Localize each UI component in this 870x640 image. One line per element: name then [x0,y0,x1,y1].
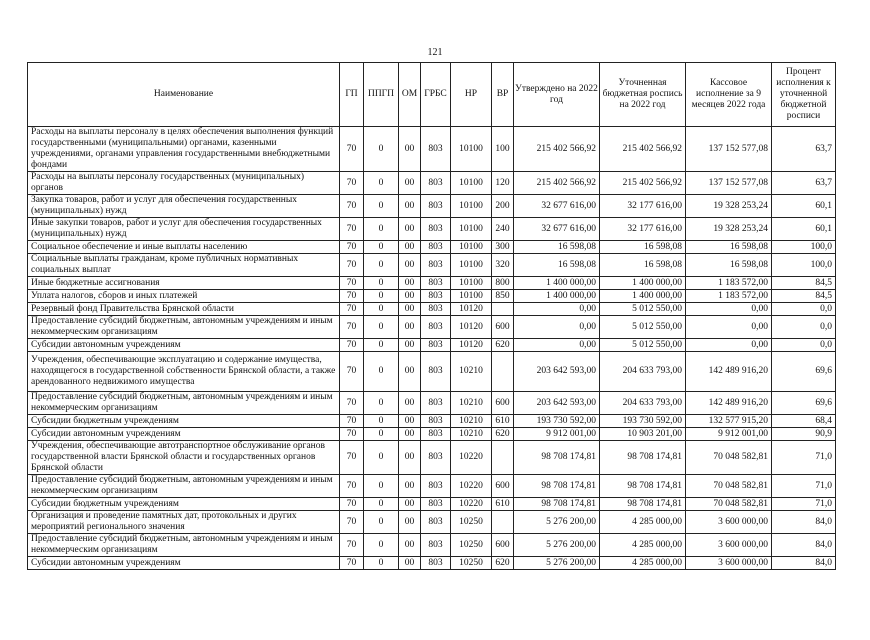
row-grbs: 803 [421,428,451,441]
row-gp: 70 [340,316,364,339]
row-ppgp: 0 [364,352,399,392]
row-approved: 0,00 [514,316,600,339]
row-approved: 98 708 174,81 [514,498,600,511]
row-percent: 63,7 [772,127,836,172]
row-om: 00 [399,172,421,195]
row-om: 00 [399,195,421,218]
row-percent: 63,7 [772,172,836,195]
row-cash: 1 183 572,00 [686,277,772,290]
row-om: 00 [399,498,421,511]
row-percent: 84,5 [772,277,836,290]
row-gp: 70 [340,352,364,392]
row-cash: 1 183 572,00 [686,290,772,303]
row-refined: 32 177 616,00 [600,195,686,218]
row-cash: 137 152 577,08 [686,172,772,195]
row-vr: 320 [492,254,514,277]
row-ppgp: 0 [364,316,399,339]
row-vr: 620 [492,339,514,352]
row-approved: 1 400 000,00 [514,290,600,303]
row-cash: 0,00 [686,316,772,339]
row-np: 10250 [451,557,492,570]
table-row [28,557,836,570]
row-ppgp: 0 [364,511,399,534]
row-percent: 69,6 [772,392,836,415]
header-vr: ВР [492,63,514,127]
table-row [28,127,836,172]
row-name: Предоставление субсидий бюджетным, автономным учреждениям и иным некоммерческим организациям [28,534,340,557]
row-grbs: 803 [421,254,451,277]
row-refined: 1 400 000,00 [600,290,686,303]
row-om: 00 [399,277,421,290]
row-om: 00 [399,392,421,415]
row-gp: 70 [340,172,364,195]
row-percent: 90,9 [772,428,836,441]
row-cash: 19 328 253,24 [686,218,772,241]
row-ppgp: 0 [364,303,399,316]
header-refined: Уточненная бюджетная роспись на 2022 год [600,63,686,127]
row-name: Субсидии бюджетным учреждениям [28,498,340,511]
row-om: 00 [399,339,421,352]
row-om: 00 [399,534,421,557]
row-vr [492,352,514,392]
row-grbs: 803 [421,441,451,475]
row-gp: 70 [340,498,364,511]
table-row [28,254,836,277]
header-gp: ГП [340,63,364,127]
row-refined: 16 598,08 [600,241,686,254]
row-approved: 1 400 000,00 [514,277,600,290]
row-grbs: 803 [421,498,451,511]
row-om: 00 [399,415,421,428]
row-cash: 3 600 000,00 [686,534,772,557]
row-ppgp: 0 [364,428,399,441]
row-gp: 70 [340,254,364,277]
row-grbs: 803 [421,352,451,392]
row-approved: 5 276 200,00 [514,534,600,557]
row-cash: 0,00 [686,303,772,316]
table-row [28,195,836,218]
budget-execution-table [27,62,836,570]
row-grbs: 803 [421,339,451,352]
table-row [28,303,836,316]
row-gp: 70 [340,195,364,218]
row-name: Субсидии автономным учреждениям [28,339,340,352]
table-row [28,441,836,475]
row-om: 00 [399,241,421,254]
row-cash: 142 489 916,20 [686,392,772,415]
row-percent: 0,0 [772,316,836,339]
row-ppgp: 0 [364,218,399,241]
row-refined: 16 598,08 [600,254,686,277]
row-refined: 32 177 616,00 [600,218,686,241]
row-gp: 70 [340,475,364,498]
row-gp: 70 [340,241,364,254]
row-vr: 100 [492,127,514,172]
row-om: 00 [399,127,421,172]
row-name: Учреждения, обеспечивающие автотранспортное обслуживание органов государственной власти Брянской области и государственных органов Брянской области [28,441,340,475]
header-cash: Кассовое исполнение за 9 месяцев 2022 года [686,63,772,127]
row-vr: 600 [492,475,514,498]
row-cash: 3 600 000,00 [686,557,772,570]
row-np: 10210 [451,352,492,392]
header-percent: Процент исполнения к уточненной бюджетной росписи [772,63,836,127]
row-om: 00 [399,441,421,475]
row-np: 10210 [451,392,492,415]
row-np: 10100 [451,195,492,218]
row-cash: 137 152 577,08 [686,127,772,172]
row-name: Субсидии автономным учреждениям [28,428,340,441]
row-om: 00 [399,316,421,339]
row-vr: 600 [492,316,514,339]
row-vr [492,511,514,534]
row-refined: 215 402 566,92 [600,172,686,195]
row-vr: 800 [492,277,514,290]
row-np: 10210 [451,428,492,441]
table-row [28,290,836,303]
row-name: Уплата налогов, сборов и иных платежей [28,290,340,303]
row-np: 10250 [451,534,492,557]
row-approved: 215 402 566,92 [514,127,600,172]
row-gp: 70 [340,557,364,570]
row-vr: 620 [492,557,514,570]
row-percent: 71,0 [772,498,836,511]
row-gp: 70 [340,511,364,534]
row-gp: 70 [340,277,364,290]
row-om: 00 [399,557,421,570]
row-grbs: 803 [421,277,451,290]
row-vr: 240 [492,218,514,241]
row-gp: 70 [340,392,364,415]
row-om: 00 [399,352,421,392]
row-cash: 70 048 582,81 [686,441,772,475]
row-ppgp: 0 [364,254,399,277]
row-grbs: 803 [421,316,451,339]
row-approved: 32 677 616,00 [514,218,600,241]
row-cash: 16 598,08 [686,254,772,277]
row-ppgp: 0 [364,241,399,254]
row-np: 10100 [451,254,492,277]
row-percent: 100,0 [772,241,836,254]
row-gp: 70 [340,303,364,316]
row-name: Субсидии автономным учреждениям [28,557,340,570]
row-cash: 70 048 582,81 [686,475,772,498]
row-refined: 204 633 793,00 [600,392,686,415]
row-np: 10100 [451,290,492,303]
row-grbs: 803 [421,290,451,303]
row-vr: 600 [492,534,514,557]
table-row [28,534,836,557]
row-ppgp: 0 [364,195,399,218]
row-approved: 9 912 001,00 [514,428,600,441]
row-refined: 10 903 201,00 [600,428,686,441]
row-np: 10100 [451,127,492,172]
row-gp: 70 [340,441,364,475]
row-name: Организация и проведение памятных дат, протокольных и других мероприятий регионального значения [28,511,340,534]
row-np: 10220 [451,441,492,475]
row-approved: 32 677 616,00 [514,195,600,218]
row-gp: 70 [340,534,364,557]
row-om: 00 [399,303,421,316]
row-cash: 70 048 582,81 [686,498,772,511]
row-grbs: 803 [421,415,451,428]
row-percent: 68,4 [772,415,836,428]
row-grbs: 803 [421,172,451,195]
row-ppgp: 0 [364,290,399,303]
row-cash: 16 598,08 [686,241,772,254]
row-np: 10100 [451,172,492,195]
row-refined: 1 400 000,00 [600,277,686,290]
row-percent: 84,0 [772,511,836,534]
row-vr: 610 [492,498,514,511]
row-name: Субсидии бюджетным учреждениям [28,415,340,428]
row-ppgp: 0 [364,127,399,172]
row-approved: 16 598,08 [514,254,600,277]
row-percent: 71,0 [772,475,836,498]
row-refined: 4 285 000,00 [600,534,686,557]
table-row [28,241,836,254]
row-cash: 0,00 [686,339,772,352]
row-om: 00 [399,511,421,534]
row-np: 10120 [451,316,492,339]
row-grbs: 803 [421,511,451,534]
row-grbs: 803 [421,127,451,172]
row-name: Социальные выплаты гражданам, кроме публичных нормативных социальных выплат [28,254,340,277]
header-om: ОМ [399,63,421,127]
row-cash: 3 600 000,00 [686,511,772,534]
row-refined: 98 708 174,81 [600,498,686,511]
row-ppgp: 0 [364,441,399,475]
row-percent: 60,1 [772,218,836,241]
row-name: Расходы на выплаты персоналу государственных (муниципальных) органов [28,172,340,195]
table-row [28,352,836,392]
row-ppgp: 0 [364,172,399,195]
row-approved: 5 276 200,00 [514,511,600,534]
row-grbs: 803 [421,557,451,570]
row-om: 00 [399,475,421,498]
page-number: 121 [427,47,443,58]
table-row [28,277,836,290]
row-om: 00 [399,254,421,277]
row-grbs: 803 [421,534,451,557]
row-percent: 69,6 [772,352,836,392]
row-name: Социальное обеспечение и иные выплаты населению [28,241,340,254]
row-cash: 9 912 001,00 [686,428,772,441]
table-row [28,392,836,415]
row-percent: 84,0 [772,557,836,570]
row-percent: 60,1 [772,195,836,218]
row-name: Иные бюджетные ассигнования [28,277,340,290]
row-approved: 215 402 566,92 [514,172,600,195]
row-np: 10120 [451,339,492,352]
table-row [28,415,836,428]
row-refined: 5 012 550,00 [600,316,686,339]
header-name: Наименование [28,63,340,127]
row-approved: 0,00 [514,303,600,316]
row-vr: 600 [492,392,514,415]
row-grbs: 803 [421,303,451,316]
table-row [28,218,836,241]
row-vr [492,303,514,316]
row-name: Учреждения, обеспечивающие эксплуатацию и содержание имущества, находящегося в государственной собственности Брянской области, а также арендованного недвижимого имущества [28,352,340,392]
row-refined: 4 285 000,00 [600,557,686,570]
row-name: Предоставление субсидий бюджетным, автономным учреждениям и иным некоммерческим организациям [28,475,340,498]
row-ppgp: 0 [364,415,399,428]
row-refined: 5 012 550,00 [600,303,686,316]
row-ppgp: 0 [364,534,399,557]
row-percent: 84,0 [772,534,836,557]
row-approved: 203 642 593,00 [514,352,600,392]
row-cash: 19 328 253,24 [686,195,772,218]
row-vr: 200 [492,195,514,218]
row-refined: 215 402 566,92 [600,127,686,172]
row-name: Иные закупки товаров, работ и услуг для обеспечения государственных (муниципальных) нужд [28,218,340,241]
row-grbs: 803 [421,475,451,498]
row-np: 10220 [451,498,492,511]
row-percent: 100,0 [772,254,836,277]
row-gp: 70 [340,290,364,303]
row-refined: 98 708 174,81 [600,441,686,475]
row-ppgp: 0 [364,475,399,498]
row-om: 00 [399,218,421,241]
row-approved: 98 708 174,81 [514,441,600,475]
row-ppgp: 0 [364,557,399,570]
row-gp: 70 [340,218,364,241]
table-row [28,428,836,441]
row-approved: 0,00 [514,339,600,352]
table-row [28,339,836,352]
row-np: 10120 [451,303,492,316]
row-name: Расходы на выплаты персоналу в целях обеспечения выполнения функций государственными (муниципальными) органами, казенными учреждениями, органами управления государственными внебюджетными фондами [28,127,340,172]
row-approved: 16 598,08 [514,241,600,254]
row-gp: 70 [340,415,364,428]
row-percent: 71,0 [772,441,836,475]
row-np: 10100 [451,277,492,290]
row-vr: 610 [492,415,514,428]
header-approved: Утверждено на 2022 год [514,63,600,127]
table-row [28,498,836,511]
table-row [28,172,836,195]
table-row [28,316,836,339]
table-row [28,475,836,498]
row-cash: 142 489 916,20 [686,352,772,392]
row-om: 00 [399,290,421,303]
row-vr: 620 [492,428,514,441]
row-np: 10100 [451,241,492,254]
row-np: 10250 [451,511,492,534]
row-grbs: 803 [421,218,451,241]
row-grbs: 803 [421,241,451,254]
row-name: Предоставление субсидий бюджетным, автономным учреждениям и иным некоммерческим организациям [28,316,340,339]
row-ppgp: 0 [364,277,399,290]
row-vr [492,441,514,475]
header-grbs: ГРБС [421,63,451,127]
row-grbs: 803 [421,392,451,415]
row-np: 10100 [451,218,492,241]
row-name: Закупка товаров, работ и услуг для обеспечения государственных (муниципальных) нужд [28,195,340,218]
table-header-row [28,63,836,127]
row-grbs: 803 [421,195,451,218]
table-row [28,511,836,534]
row-percent: 84,5 [772,290,836,303]
row-percent: 0,0 [772,339,836,352]
row-refined: 4 285 000,00 [600,511,686,534]
row-vr: 120 [492,172,514,195]
header-ppgp: ППГП [364,63,399,127]
row-refined: 5 012 550,00 [600,339,686,352]
row-om: 00 [399,428,421,441]
row-ppgp: 0 [364,392,399,415]
row-np: 10210 [451,415,492,428]
row-vr: 300 [492,241,514,254]
row-gp: 70 [340,428,364,441]
row-ppgp: 0 [364,498,399,511]
header-np: НР [451,63,492,127]
row-np: 10220 [451,475,492,498]
row-name: Предоставление субсидий бюджетным, автономным учреждениям и иным некоммерческим организациям [28,392,340,415]
row-gp: 70 [340,339,364,352]
row-name: Резервный фонд Правительства Брянской области [28,303,340,316]
row-approved: 193 730 592,00 [514,415,600,428]
row-approved: 98 708 174,81 [514,475,600,498]
row-approved: 203 642 593,00 [514,392,600,415]
row-approved: 5 276 200,00 [514,557,600,570]
row-percent: 0,0 [772,303,836,316]
row-refined: 204 633 793,00 [600,352,686,392]
row-gp: 70 [340,127,364,172]
row-vr: 850 [492,290,514,303]
row-refined: 98 708 174,81 [600,475,686,498]
row-cash: 132 577 915,20 [686,415,772,428]
row-ppgp: 0 [364,339,399,352]
row-refined: 193 730 592,00 [600,415,686,428]
